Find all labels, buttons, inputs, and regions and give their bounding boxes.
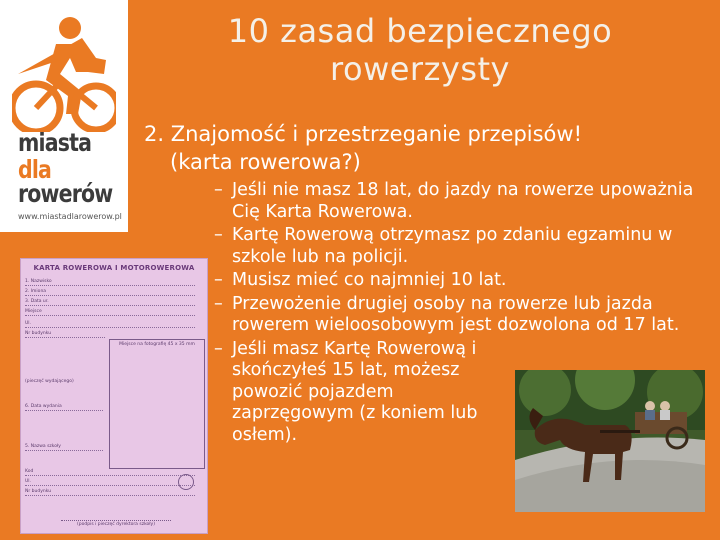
logo-text-rowerow: rowerów: [18, 179, 113, 208]
card-field: (pieczęć wydającego): [25, 379, 74, 384]
card-title: KARTA ROWEROWA I MOTOROWEROWA: [33, 264, 195, 272]
list-item-text: Jeśli masz Kartę Rowerową i skończyłeś 15 lat, możesz powozić pojazdem zaprzęgowym (z koniem lub osłem).: [232, 338, 478, 445]
list-item-text: Przewożenie drugiej osoby na rowerze lub jazda rowerem wieloosobowym jest dozwolona od 17 lat.: [232, 293, 680, 335]
cyclist-logo-icon: [12, 14, 116, 132]
card-stamp-circle: [178, 474, 194, 490]
card-field: Kod: [25, 469, 195, 476]
logo: [0, 0, 128, 232]
list-item-text: Jeśli nie masz 18 lat, do jazdy na rowerze upoważnia Cię Karta Rowerowa.: [232, 180, 694, 222]
slide-title-line2: rowerzysty: [330, 50, 510, 88]
logo-url: www.miastadlarowerow.pl: [18, 212, 122, 221]
card-field: 2. Imiona: [25, 289, 195, 296]
list-item-text: Kartę Rowerową otrzymasz po zdaniu egzaminu w szkole lub na policji.: [232, 225, 673, 267]
section-heading: [144, 120, 704, 176]
card-field: Miejsce: [25, 309, 195, 316]
card-field: Nr budynku: [25, 331, 105, 338]
card-field: Ul.: [25, 479, 195, 486]
list-item: [214, 294, 694, 337]
list-item: [214, 180, 694, 223]
bullet-dash: –: [214, 225, 223, 245]
slide-title-line1: 10 zasad bezpiecznego: [227, 12, 613, 50]
card-field: 3. Data ur.: [25, 299, 195, 306]
horse-cart-photo: [515, 370, 705, 512]
bullet-dash: –: [214, 180, 223, 200]
list-item: [214, 270, 694, 292]
bike-card-image: [20, 258, 208, 534]
bullet-dash: –: [214, 270, 223, 290]
card-field: 6. Data wydania: [25, 404, 103, 411]
logo-text-miasta: miasta: [18, 128, 92, 157]
list-item: [214, 225, 694, 268]
list-item-text: Musisz mieć co najmniej 10 lat.: [232, 270, 507, 290]
slide-title: [150, 12, 690, 88]
card-field: 1. Nazwisko: [25, 279, 195, 286]
card-field: 5. Nazwa szkoły: [25, 444, 103, 451]
card-photo-box: [109, 339, 205, 469]
bullet-dash: –: [214, 293, 223, 314]
card-field: Nr budynku: [25, 489, 195, 496]
logo-text-dla: dla: [18, 155, 52, 184]
section-heading-line2: (karta rowerowa?): [170, 150, 361, 174]
section-heading-line1: 2. Znajomość i przestrzeganie przepisów!: [144, 122, 582, 146]
card-photo-label: Miejsce na fotografię 45 x 35 mm: [119, 342, 195, 347]
list-item: [214, 339, 512, 447]
bullet-dash: –: [214, 338, 223, 359]
card-signature: (podpis i pieczęć dyrektora szkoły): [61, 520, 171, 527]
card-field: Ul.: [25, 321, 195, 328]
